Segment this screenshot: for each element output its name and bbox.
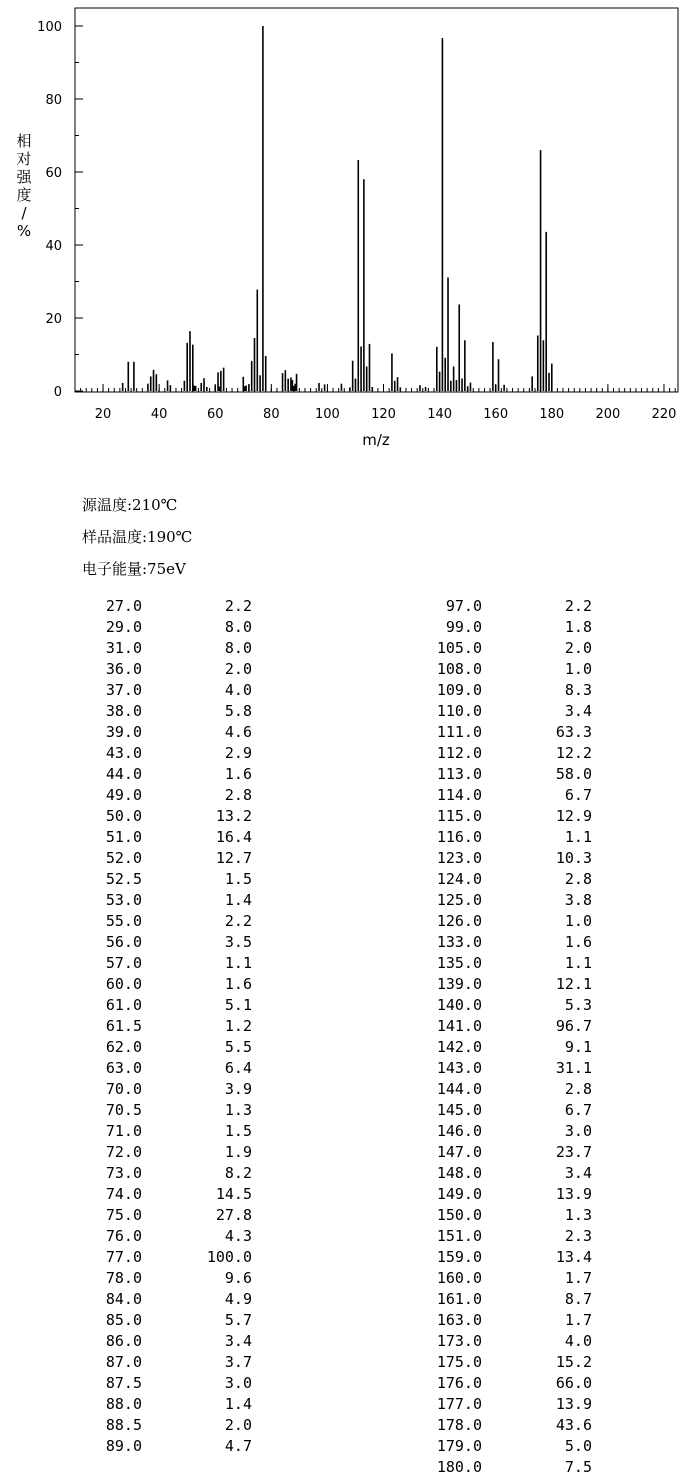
peak-mz: 61.5 <box>105 1017 142 1035</box>
peak-mz: 97.0 <box>445 597 482 615</box>
peak-row <box>60 723 260 744</box>
peak-intensity: 12.7 <box>215 849 252 867</box>
peak-mz: 57.0 <box>105 954 142 972</box>
peak-mz: 84.0 <box>105 1290 142 1308</box>
peak-row <box>400 1185 600 1206</box>
peak-mz: 99.0 <box>445 618 482 636</box>
peak-row <box>400 870 600 891</box>
peak-intensity: 3.7 <box>224 1353 252 1371</box>
peak-intensity: 4.7 <box>224 1437 252 1455</box>
peak-intensity: 5.3 <box>564 996 592 1014</box>
peak-intensity: 2.0 <box>224 660 252 678</box>
peak-mz: 109.0 <box>436 681 482 699</box>
peak-mz: 177.0 <box>436 1395 482 1413</box>
peak-mz: 180.0 <box>436 1458 482 1476</box>
peak-mz: 36.0 <box>105 660 142 678</box>
peak-intensity: 3.0 <box>224 1374 252 1392</box>
peak-row <box>60 1122 260 1143</box>
peak-mz: 173.0 <box>436 1332 482 1350</box>
peak-intensity: 2.8 <box>564 1080 592 1098</box>
peak-row <box>400 786 600 807</box>
peak-row <box>400 1206 600 1227</box>
peak-intensity: 2.0 <box>224 1416 252 1434</box>
peak-intensity: 100.0 <box>206 1248 252 1266</box>
peak-row <box>60 786 260 807</box>
peak-mz: 161.0 <box>436 1290 482 1308</box>
peak-mz: 179.0 <box>436 1437 482 1455</box>
x-tick-label: 100 <box>315 407 340 422</box>
peak-row <box>60 660 260 681</box>
peak-mz: 88.5 <box>105 1416 142 1434</box>
peak-mz: 108.0 <box>436 660 482 678</box>
peak-intensity: 2.2 <box>224 912 252 930</box>
peak-row <box>400 996 600 1017</box>
peak-row <box>60 1206 260 1227</box>
peak-intensity: 5.5 <box>224 1038 252 1056</box>
peak-row <box>400 912 600 933</box>
peak-intensity: 3.0 <box>564 1122 592 1140</box>
x-tick-label: 40 <box>150 407 168 422</box>
peak-row <box>60 975 260 996</box>
peak-mz: 51.0 <box>105 828 142 846</box>
peak-mz: 39.0 <box>105 723 142 741</box>
x-tick-label: 120 <box>371 407 396 422</box>
peak-row <box>400 1311 600 1332</box>
axis-ticks <box>37 20 676 422</box>
peak-intensity: 3.4 <box>564 702 592 720</box>
x-tick-label: 220 <box>651 407 677 422</box>
peak-mz: 111.0 <box>436 723 482 741</box>
peak-mz: 116.0 <box>436 828 482 846</box>
peak-intensity: 9.1 <box>564 1038 592 1056</box>
peak-mz: 125.0 <box>436 891 482 909</box>
peak-mz: 38.0 <box>105 702 142 720</box>
peak-mz: 63.0 <box>105 1059 142 1077</box>
peak-row <box>60 639 260 660</box>
peak-mz: 144.0 <box>436 1080 482 1098</box>
peak-row <box>60 1185 260 1206</box>
peak-intensity: 14.5 <box>215 1185 252 1203</box>
peak-row <box>60 1311 260 1332</box>
peak-row <box>60 1395 260 1416</box>
peak-mz: 86.0 <box>105 1332 142 1350</box>
peak-row <box>60 807 260 828</box>
peak-row <box>60 765 260 786</box>
peak-row <box>60 954 260 975</box>
peak-mz: 52.0 <box>105 849 142 867</box>
peak-row <box>400 1080 600 1101</box>
peak-intensity: 2.0 <box>564 639 592 657</box>
x-tick-label: 200 <box>595 407 621 422</box>
peak-mz: 73.0 <box>105 1164 142 1182</box>
peak-mz: 62.0 <box>105 1038 142 1056</box>
y-tick-label: 40 <box>45 239 62 254</box>
peak-row <box>400 975 600 996</box>
peak-intensity: 1.0 <box>564 660 592 678</box>
peak-intensity: 12.9 <box>555 807 592 825</box>
peak-intensity: 6.7 <box>564 1101 592 1119</box>
peak-row <box>400 702 600 723</box>
y-axis-label-char: % <box>16 222 32 240</box>
peak-intensity: 3.5 <box>224 933 252 951</box>
peak-row <box>400 828 600 849</box>
peak-mz: 163.0 <box>436 1311 482 1329</box>
plot-frame <box>75 8 678 392</box>
peak-intensity: 13.9 <box>555 1395 592 1413</box>
peak-intensity: 8.0 <box>224 618 252 636</box>
peak-intensity: 1.3 <box>564 1206 592 1224</box>
peak-intensity: 31.1 <box>555 1059 592 1077</box>
peak-mz: 71.0 <box>105 1122 142 1140</box>
peak-row <box>400 1353 600 1374</box>
peak-mz: 61.0 <box>105 996 142 1014</box>
peak-row <box>400 933 600 954</box>
x-tick-label: 80 <box>263 407 280 422</box>
peak-mz: 112.0 <box>436 744 482 762</box>
peak-intensity: 13.9 <box>555 1185 592 1203</box>
peak-row <box>60 1143 260 1164</box>
peak-intensity: 3.8 <box>564 891 592 909</box>
peak-intensity: 1.1 <box>564 828 592 846</box>
peak-row <box>60 1017 260 1038</box>
peak-row <box>60 870 260 891</box>
peak-mz: 70.5 <box>105 1101 142 1119</box>
peak-intensity: 1.5 <box>224 1122 252 1140</box>
peak-row <box>60 702 260 723</box>
peak-intensity: 1.6 <box>224 975 252 993</box>
peak-intensity: 1.6 <box>564 933 592 951</box>
peak-intensity: 43.6 <box>555 1416 592 1434</box>
peak-row <box>400 1458 600 1479</box>
y-tick-label: 100 <box>37 20 62 35</box>
peak-mz: 147.0 <box>436 1143 482 1161</box>
peak-intensity: 1.3 <box>224 1101 252 1119</box>
peak-table-right-column <box>400 597 600 1479</box>
peak-intensity: 16.4 <box>215 828 252 846</box>
peak-row <box>400 1122 600 1143</box>
x-tick-label: 20 <box>94 407 112 422</box>
peak-mz: 145.0 <box>436 1101 482 1119</box>
y-tick-label: 20 <box>45 312 62 327</box>
peak-row <box>60 891 260 912</box>
peak-mz: 77.0 <box>105 1248 142 1266</box>
peak-mz: 60.0 <box>105 975 142 993</box>
peak-intensity: 8.0 <box>224 639 252 657</box>
peak-row <box>400 1374 600 1395</box>
y-axis-label-char: 对 <box>16 150 32 168</box>
peak-mz: 124.0 <box>436 870 482 888</box>
peak-intensity: 9.6 <box>224 1269 252 1287</box>
peak-row <box>400 954 600 975</box>
peak-mz: 115.0 <box>436 807 482 825</box>
peak-intensity: 8.2 <box>224 1164 252 1182</box>
peak-mz: 142.0 <box>436 1038 482 1056</box>
peak-row <box>400 723 600 744</box>
peak-intensity: 12.2 <box>555 744 592 762</box>
peak-intensity: 5.7 <box>224 1311 252 1329</box>
x-tick-label: 60 <box>206 407 224 422</box>
peak-table-left-column <box>60 597 260 1458</box>
peak-row <box>400 660 600 681</box>
peak-mz: 87.5 <box>105 1374 142 1392</box>
peak-intensity: 4.9 <box>224 1290 252 1308</box>
peak-mz: 176.0 <box>436 1374 482 1392</box>
peak-mz: 76.0 <box>105 1227 142 1245</box>
peak-row <box>400 1416 600 1437</box>
peak-intensity: 3.4 <box>564 1164 592 1182</box>
sample-temperature: 样品温度:190℃ <box>82 528 193 546</box>
peak-mz: 70.0 <box>105 1080 142 1098</box>
peak-intensity: 2.3 <box>564 1227 592 1245</box>
peak-intensity: 5.8 <box>224 702 252 720</box>
peak-row <box>60 1437 260 1458</box>
peak-mz: 139.0 <box>436 975 482 993</box>
y-axis-label <box>16 132 32 240</box>
peak-intensity: 1.6 <box>224 765 252 783</box>
peak-intensity: 63.3 <box>555 723 592 741</box>
peak-row <box>60 744 260 765</box>
peak-intensity: 4.3 <box>224 1227 252 1245</box>
peak-row <box>60 1164 260 1185</box>
peak-mz: 133.0 <box>436 933 482 951</box>
peak-mz: 126.0 <box>436 912 482 930</box>
peak-mz: 135.0 <box>436 954 482 972</box>
peak-row <box>60 681 260 702</box>
peak-mz: 29.0 <box>105 618 142 636</box>
peak-row <box>60 1101 260 1122</box>
peak-mz: 89.0 <box>105 1437 142 1455</box>
peak-intensity: 1.1 <box>564 954 592 972</box>
peak-mz: 146.0 <box>436 1122 482 1140</box>
peak-intensity: 3.9 <box>224 1080 252 1098</box>
y-axis-label-char: 度 <box>16 186 32 204</box>
peak-row <box>400 1248 600 1269</box>
peak-mz: 140.0 <box>436 996 482 1014</box>
peak-mz: 178.0 <box>436 1416 482 1434</box>
peak-intensity: 2.9 <box>224 744 252 762</box>
y-axis-label-char: / <box>21 204 27 222</box>
peak-row <box>400 1101 600 1122</box>
peak-mz: 27.0 <box>105 597 142 615</box>
y-axis-label-char: 相 <box>16 132 32 150</box>
peak-row <box>400 1059 600 1080</box>
peak-row <box>400 1227 600 1248</box>
peak-row <box>60 1290 260 1311</box>
peak-mz: 110.0 <box>436 702 482 720</box>
peak-row <box>400 1395 600 1416</box>
peak-intensity: 3.4 <box>224 1332 252 1350</box>
peak-row <box>60 1248 260 1269</box>
peak-intensity: 1.4 <box>224 891 252 909</box>
peak-intensity: 1.4 <box>224 1395 252 1413</box>
peak-intensity: 15.2 <box>555 1353 592 1371</box>
peak-row <box>60 828 260 849</box>
peak-row <box>400 1143 600 1164</box>
x-tick-label: 180 <box>539 407 565 422</box>
peak-intensity: 4.6 <box>224 723 252 741</box>
peak-intensity: 1.7 <box>564 1269 592 1287</box>
peak-mz: 105.0 <box>436 639 482 657</box>
peak-row <box>400 639 600 660</box>
peak-mz: 74.0 <box>105 1185 142 1203</box>
peak-intensity: 1.0 <box>564 912 592 930</box>
electron-energy: 电子能量:75eV <box>82 560 186 578</box>
peak-intensity: 5.0 <box>564 1437 592 1455</box>
x-axis-label: m/z <box>362 431 390 449</box>
peak-mz: 55.0 <box>105 912 142 930</box>
peak-mz: 49.0 <box>105 786 142 804</box>
peak-intensity: 8.7 <box>564 1290 592 1308</box>
peak-mz: 141.0 <box>436 1017 482 1035</box>
peak-row <box>400 1290 600 1311</box>
peak-row <box>60 1269 260 1290</box>
peak-intensity: 8.3 <box>564 681 592 699</box>
peak-row <box>400 618 600 639</box>
peak-row <box>60 1353 260 1374</box>
peak-mz: 123.0 <box>436 849 482 867</box>
peak-mz: 175.0 <box>436 1353 482 1371</box>
peak-intensity: 1.8 <box>564 618 592 636</box>
peak-intensity: 12.1 <box>555 975 592 993</box>
peak-row <box>60 996 260 1017</box>
peak-mz: 72.0 <box>105 1143 142 1161</box>
peak-row <box>400 849 600 870</box>
peak-row <box>60 1038 260 1059</box>
peak-intensity: 96.7 <box>555 1017 592 1035</box>
peak-intensity: 2.2 <box>564 597 592 615</box>
peak-mz: 56.0 <box>105 933 142 951</box>
peak-mz: 88.0 <box>105 1395 142 1413</box>
peak-row <box>400 765 600 786</box>
peak-mz: 53.0 <box>105 891 142 909</box>
peak-mz: 75.0 <box>105 1206 142 1224</box>
source-temperature: 源温度:210℃ <box>82 496 178 514</box>
peak-mz: 31.0 <box>105 639 142 657</box>
peak-intensity: 6.4 <box>224 1059 252 1077</box>
peak-row <box>400 744 600 765</box>
peak-intensity: 5.1 <box>224 996 252 1014</box>
peak-mz: 150.0 <box>436 1206 482 1224</box>
peak-row <box>60 849 260 870</box>
peak-intensity: 23.7 <box>555 1143 592 1161</box>
peak-intensity: 1.2 <box>224 1017 252 1035</box>
peak-mz: 151.0 <box>436 1227 482 1245</box>
peak-row <box>400 1017 600 1038</box>
peak-row <box>400 681 600 702</box>
peak-intensity: 13.4 <box>555 1248 592 1266</box>
peak-row <box>60 597 260 618</box>
peak-mz: 159.0 <box>436 1248 482 1266</box>
peak-intensity: 1.1 <box>224 954 252 972</box>
peak-row <box>400 1332 600 1353</box>
peak-intensity: 4.0 <box>224 681 252 699</box>
peak-intensity: 58.0 <box>555 765 592 783</box>
y-tick-label: 80 <box>45 93 62 108</box>
peak-row <box>60 1416 260 1437</box>
peak-mz: 44.0 <box>105 765 142 783</box>
peak-row <box>60 618 260 639</box>
peak-row <box>400 1437 600 1458</box>
peak-intensity: 2.8 <box>564 870 592 888</box>
x-tick-label: 140 <box>427 407 453 422</box>
peak-row <box>60 1059 260 1080</box>
peak-mz: 160.0 <box>436 1269 482 1287</box>
peak-intensity: 66.0 <box>555 1374 592 1392</box>
peak-row <box>400 597 600 618</box>
peak-mz: 114.0 <box>436 786 482 804</box>
peak-intensity: 1.5 <box>224 870 252 888</box>
peak-intensity: 1.7 <box>564 1311 592 1329</box>
peak-intensity: 10.3 <box>555 849 592 867</box>
mass-spectrum-chart <box>0 0 687 460</box>
peak-mz: 43.0 <box>105 744 142 762</box>
peak-row <box>400 1038 600 1059</box>
peak-row <box>400 807 600 828</box>
peak-intensity: 1.9 <box>224 1143 252 1161</box>
y-tick-label: 0 <box>53 385 62 400</box>
peak-mz: 52.5 <box>105 870 142 888</box>
peak-intensity: 2.2 <box>224 597 252 615</box>
peak-mz: 50.0 <box>105 807 142 825</box>
peak-mz: 149.0 <box>436 1185 482 1203</box>
peak-intensity: 27.8 <box>215 1206 252 1224</box>
y-tick-label: 60 <box>45 166 62 181</box>
peak-mz: 87.0 <box>105 1353 142 1371</box>
peak-mz: 143.0 <box>436 1059 482 1077</box>
peak-row <box>400 891 600 912</box>
peak-row <box>60 1374 260 1395</box>
peak-mz: 113.0 <box>436 765 482 783</box>
peak-intensity: 4.0 <box>564 1332 592 1350</box>
peak-row <box>60 1080 260 1101</box>
peak-bars <box>123 26 552 391</box>
peak-row <box>60 1332 260 1353</box>
peak-intensity: 7.5 <box>564 1458 592 1476</box>
peak-mz: 37.0 <box>105 681 142 699</box>
peak-row <box>400 1269 600 1290</box>
peak-row <box>60 912 260 933</box>
peak-row <box>60 933 260 954</box>
peak-intensity: 13.2 <box>215 807 252 825</box>
peak-mz: 85.0 <box>105 1311 142 1329</box>
peak-row <box>60 1227 260 1248</box>
peak-intensity: 2.8 <box>224 786 252 804</box>
peak-intensity: 6.7 <box>564 786 592 804</box>
x-tick-label: 160 <box>483 407 509 422</box>
peak-mz: 148.0 <box>436 1164 482 1182</box>
peak-row <box>400 1164 600 1185</box>
peak-mz: 78.0 <box>105 1269 142 1287</box>
y-axis-label-char: 强 <box>16 168 32 186</box>
